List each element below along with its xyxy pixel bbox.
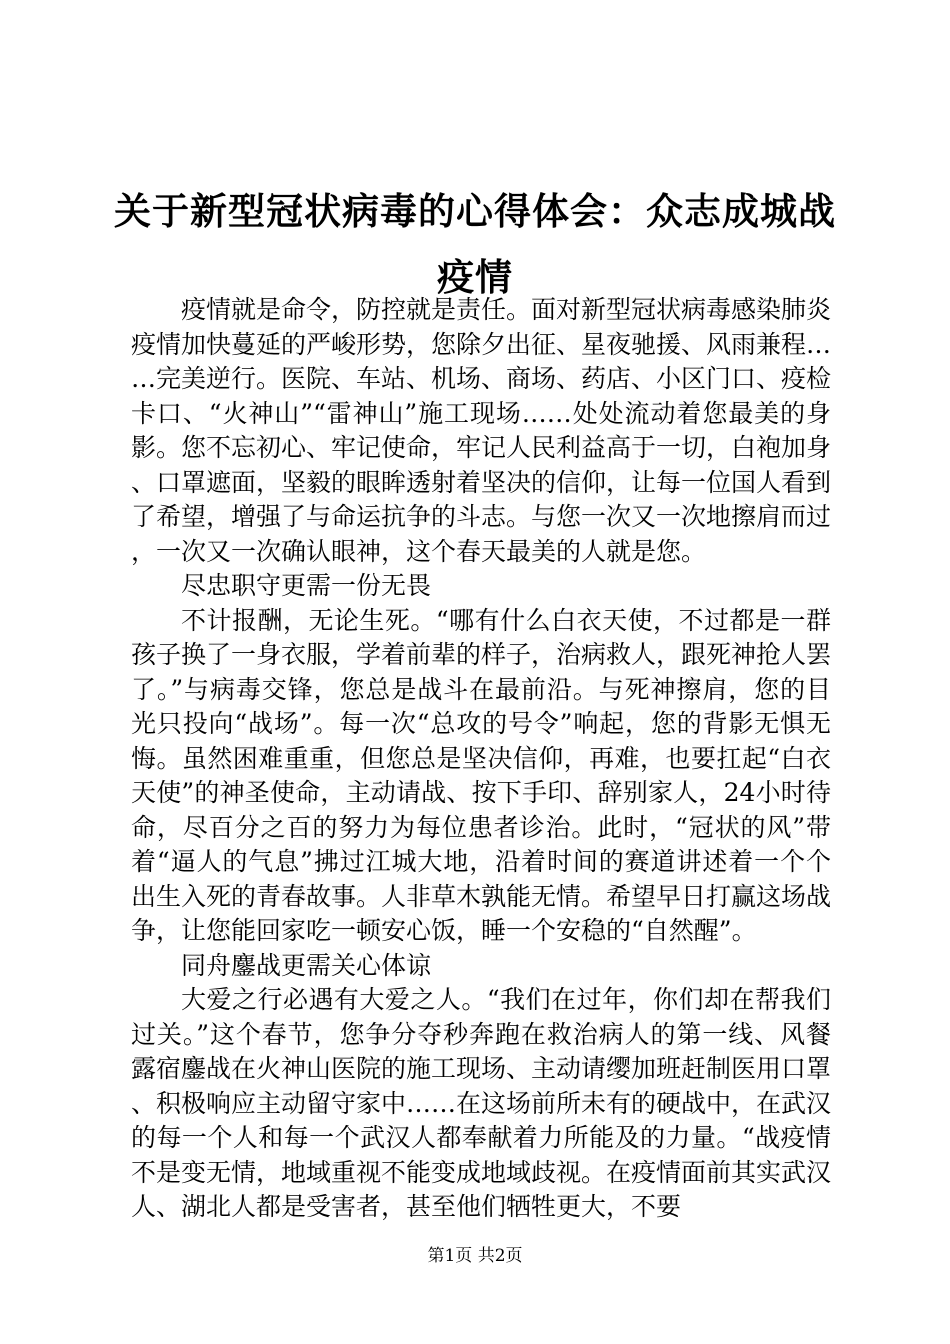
body-paragraph-1: 疫情就是命令，防控就是责任。面对新型冠状病毒感染肺炎疫情加快蔓延的严峻形势，您除夕出征、星夜驰援、风雨兼程……完美逆行。医院、车站、机场、商场、药店、小区门口、疫检卡口、“火神山”“雷神山”施工现场……处处流动着您最美的身影。您不忘初心、牢记使命，牢记人民利益高于一切，白袍加身、口罩遮面，坚毅的眼眸透射着坚决的信仰，让每一位国人看到了希望，增强了与命运抗争的斗志。与您一次又一次地擦肩而过，一次又一次确认眼神，这个春天最美的人就是您。 (131, 295, 832, 566)
body-paragraph-3: 大爱之行必遇有大爱之人。“我们在过年，你们却在帮我们过关。”这个春节，您争分夺秒奔跑在救治病人的第一线、风餐露宿鏖战在火神山医院的施工现场、主动请缨加班赶制医用口罩、积极响应主动留守家中……在这场前所未有的硬战中，在武汉的每一个人和每一个武汉人都奉献着力所能及的力量。“战疫情不是变无情，地域重视不能变成地域歧视。在疫情面前其实武汉人、湖北人都是受害者，甚至他们牺牲更大，不要 (131, 985, 832, 1221)
page-number-footer: 第1页 共2页 (427, 1246, 523, 1266)
document-body (131, 293, 831, 1225)
document-title: 关于新型冠状病毒的心得体会：众志成城战疫情 (114, 189, 836, 299)
body-paragraph-2: 不计报酬，无论生死。“哪有什么白衣天使，不过都是一群孩子换了一身衣服，学着前辈的样子，治病救人，跟死神抢人罢了。”与病毒交锋，您总是战斗在最前沿。与死神擦肩，您的目光只投向“战场”。每一次“总攻的号令”响起，您的背影无惧无悔。虽然困难重重，但您总是坚决信仰，再难，也要扛起“白衣天使”的神圣使命，主动请战、按下手印、辞别家人，24小时待命，尽百分之百的努力为每位患者诊治。此时，“冠状的风”带着“逼人的气息”拂过江城大地，沿着时间的赛道讲述着一个个出生入死的青春故事。人非草木孰能无情。希望早日打赢这场战争，让您能回家吃一顿安心饭，睡一个安稳的“自然醒”。 (131, 605, 832, 945)
section-heading-2: 同舟鏖战更需关心体谅 (181, 950, 432, 980)
section-heading-1: 尽忠职守更需一份无畏 (181, 571, 432, 600)
